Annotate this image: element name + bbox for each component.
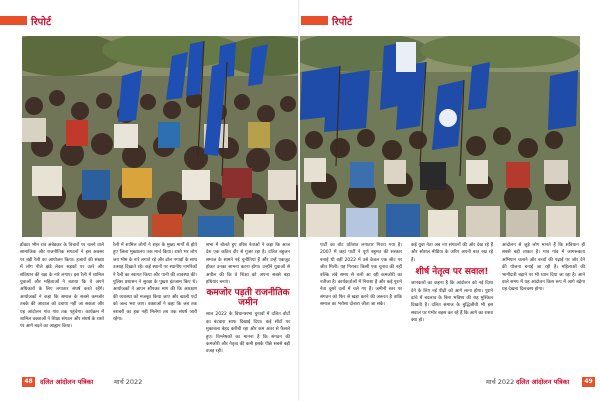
section-label: रिपोर्ट: [332, 17, 352, 28]
article-column-2: [411, 242, 493, 372]
rally-crowd-image: [22, 36, 300, 237]
section-label: रिपोर्ट: [31, 17, 51, 28]
rally-crowd-image: [300, 36, 580, 237]
magazine-title: दलित आंदोलन पत्रिका: [516, 378, 570, 386]
paragraph: रैली में शामिल लोगों ने शहर के मुख्य मार्गों से होते हुए जिला मुख्यालय तक मार्च किया। रास्ते भर लोग जय भीम के नारे लगाते रहे और ढोल नगाड़ों के साथ उत्साह दिखाते रहे। कई स्थानों पर स्थानीय नागरिकों ने रैली का स्वागत किया और पानी की व्यवस्था की। पुलिस प्रशासन ने सुरक्षा के पुख्ता इंतजाम किए थे। आयोजकों ने ज्ञापन सौंपकर मांग की कि आरक्षण की व्यवस्था को मजबूत किया जाए और खाली पदों को जल्द भरा जाए। वक्ताओं ने कहा कि जब तक बराबरी का हक नहीं मिलेगा तब तक संघर्ष जारी रहेगा।: [113, 243, 197, 323]
article-column-3: [206, 242, 290, 372]
article-subhead: शीर्ष नेतृत्व पर सवाल!: [415, 267, 489, 278]
right-page: [300, 0, 600, 401]
issue-date: मार्च 2022: [486, 378, 515, 386]
paragraph: पार्टी का वोट प्रतिशत लगातार गिरता गया है। 2007 में जहां पार्टी ने पूर्ण बहुमत की सरकार बनाई थी वहीं 2022 में उसे केवल एक सीट पर जीत मिली। यह गिरावट किसी एक चुनाव की नहीं बल्कि लंबे समय से चली आ रही कमजोरी का नतीजा है। कार्यकर्ताओं में निराशा है और कई पुराने नेता दूसरे दलों में चले गए हैं। जमीनी स्तर पर संगठन को फिर से खड़ा करने की जरूरत है ताकि समाज का भरोसा दोबारा जीता जा सके।: [320, 243, 402, 308]
paragraph: सभा में बोलते हुए वरिष्ठ नेताओं ने कहा कि आज देश एक कठिन दौर से गुजर रहा है। दलित बहुजन समाज के सामने नई चुनौतियां हैं और उन्हें एकजुट होकर उनका सामना करना होगा। उन्होंने युवाओं से अपील की कि वे शिक्षा को अपना सबसे बड़ा हथियार बनाएं।: [206, 243, 290, 286]
article-column-1: [320, 242, 402, 372]
paragraph: आंदोलन से जुड़े लोग मानते हैं कि संविधान ही सबसे बड़ी ताकत है। गांव गांव में जागरूकता अभियान चलाने और बच्चों की पढ़ाई पर जोर देने की योजना बनाई जा रही है। महिलाओं की भागीदारी बढ़ाने पर भी ध्यान दिया जा रहा है। आने वाले समय में यह आंदोलन किस रूप में आगे बढ़ेगा यह देखना दिलचस्प होगा।: [502, 243, 585, 293]
rally-photo: [300, 36, 580, 237]
paragraph: साल 2022 के विधानसभा चुनावों में दलित वोटों का बंटवारा साफ दिखाई दिया। कई सीटों पर मुकाबला बेहद करीबी रहा और कम अंतर से फैसले हुए। विश्लेषकों का मानना है कि संगठन की कमजोरी और नेतृत्व की कमी इसके पीछे सबसे बड़ी वजह रही।: [206, 312, 290, 355]
section-marker: [0, 16, 27, 25]
issue-date: मार्च 2022: [114, 378, 143, 386]
paragraph: डॉक्टर भीम राव अंबेडकर के विचारों पर चलने वाले सामाजिक और राजनीतिक संगठनों ने इस अवसर पर बड़ी रैली का आयोजन किया। हजारों की संख्या में लोग नीले झंडे लेकर सड़कों पर उतरे और संविधान की रक्षा के नारे लगाए। इस रैली में शामिल युवाओं और महिलाओं ने बताया कि वे अपने अधिकारों के लिए लगातार संघर्ष करते रहेंगे। आयोजकों ने कहा कि समाज के सबसे कमजोर तबके की आवाज को दबाया नहीं जा सकता और यह आंदोलन गांव गांव तक पहुंचेगा। कार्यक्रम में शामिल वक्ताओं ने शिक्षा संगठन और संघर्ष के रास्ते पर आगे बढ़ने का आह्वान किया।: [20, 243, 104, 330]
page-number: 49: [582, 377, 595, 387]
article-body: [320, 242, 585, 372]
page-footer: [300, 377, 598, 389]
page-footer: [22, 377, 292, 389]
article-column-3: [502, 242, 585, 372]
page-number: 48: [22, 377, 35, 387]
paragraph: जानकारों का कहना है कि आंदोलन को नई दिशा देने के लिए नई पीढ़ी को आगे लाना होगा। पुराने ढांचे में बदलाव के बिना भविष्य की राह मुश्किल दिखती है। दलित समाज के बुद्धिजीवी भी इस सवाल पर गंभीर बहस कर रहे हैं कि आगे का रास्ता क्या हो।: [411, 281, 493, 324]
article-subhead: कमजोर पड़ती राजनीतिक जमीन: [206, 288, 290, 309]
article-column-2: [113, 242, 197, 372]
rally-photo: [22, 36, 300, 237]
section-marker: [301, 16, 328, 25]
article-column-1: [20, 242, 104, 372]
article-body: [20, 242, 290, 372]
paragraph: कई युवा नेता अब नए संगठनों की ओर देख रहे हैं और सोशल मीडिया के जरिए अपनी बात रख रहे हैं।: [411, 243, 493, 263]
magazine-title: दलित आंदोलन पत्रिका: [40, 378, 94, 386]
